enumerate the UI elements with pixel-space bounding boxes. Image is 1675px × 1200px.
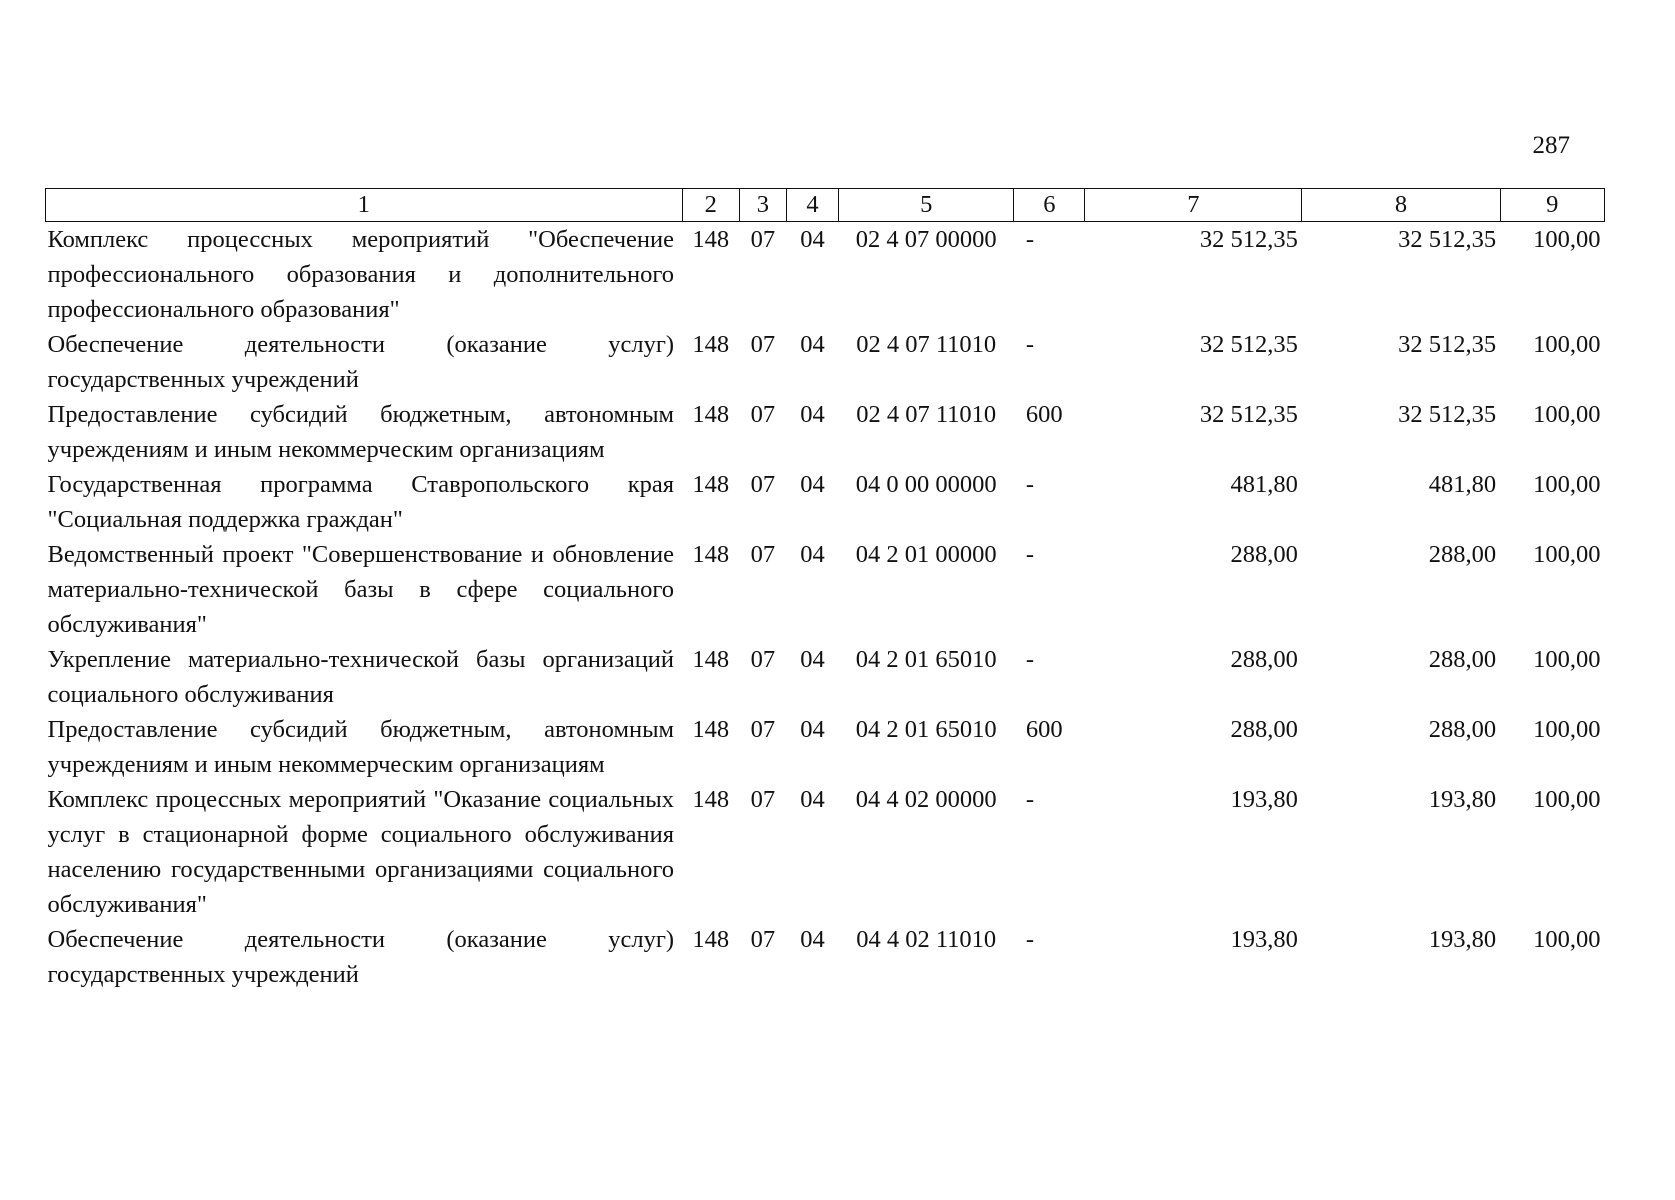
row-col-7: 481,80 xyxy=(1230,471,1298,498)
row-col-2: 148 xyxy=(692,646,730,673)
row-col-3: 07 xyxy=(750,646,776,673)
row-col-7: 193,80 xyxy=(1230,926,1298,953)
header-cell-1: 1 xyxy=(46,189,683,222)
row-col-6: - xyxy=(1025,786,1035,813)
row-col-4: 04 xyxy=(800,331,825,358)
row-col-9: 100,00 xyxy=(1533,541,1601,568)
row-col-6: - xyxy=(1025,471,1035,498)
row-col-9: 100,00 xyxy=(1533,646,1601,673)
table-row xyxy=(46,327,1605,397)
row-col-7: 288,00 xyxy=(1230,716,1298,743)
table-row xyxy=(46,712,1605,782)
row-name: Предоставление субсидий бюджетным, автономным учреждениям и иным некоммерческим организациям xyxy=(47,401,675,463)
row-name: Укрепление материально-технической базы организаций социального обслуживания xyxy=(47,646,675,708)
row-col-6: 600 xyxy=(1025,401,1063,428)
row-col-6: - xyxy=(1025,646,1035,673)
header-row xyxy=(46,189,1605,222)
row-col-6: 600 xyxy=(1025,716,1063,743)
row-col-8: 32 512,35 xyxy=(1398,226,1497,253)
row-col-2: 148 xyxy=(692,226,730,253)
row-name: Государственная программа Ставропольского края "Социальная поддержка граждан" xyxy=(47,471,675,533)
row-col-8: 481,80 xyxy=(1428,471,1497,498)
row-col-3: 07 xyxy=(750,226,776,253)
row-col-3: 07 xyxy=(750,926,776,953)
page-number: 287 xyxy=(1532,132,1570,159)
row-col-5: 02 4 07 11010 xyxy=(856,401,997,428)
row-col-7: 288,00 xyxy=(1230,541,1298,568)
row-col-6: - xyxy=(1025,226,1035,253)
row-col-8: 193,80 xyxy=(1428,786,1497,813)
row-col-4: 04 xyxy=(800,716,825,743)
row-col-7: 32 512,35 xyxy=(1199,331,1298,358)
row-name: Ведомственный проект "Совершенствование и обновление материально-технической базы в сфере социального обслуживания" xyxy=(47,541,675,638)
budget-table xyxy=(45,188,1605,992)
row-col-3: 07 xyxy=(750,786,776,813)
header-cell-6: 6 xyxy=(1014,189,1085,222)
row-col-7: 193,80 xyxy=(1230,786,1298,813)
row-col-9: 100,00 xyxy=(1533,331,1601,358)
row-col-4: 04 xyxy=(800,926,825,953)
row-col-5: 02 4 07 00000 xyxy=(855,226,997,253)
row-col-4: 04 xyxy=(800,786,825,813)
row-col-5: 04 4 02 11010 xyxy=(856,926,997,953)
row-col-4: 04 xyxy=(800,646,825,673)
header-cell-2: 2 xyxy=(682,189,739,222)
row-col-9: 100,00 xyxy=(1533,926,1601,953)
table-row xyxy=(46,397,1605,467)
row-col-2: 148 xyxy=(692,786,730,813)
header-cell-3: 3 xyxy=(739,189,786,222)
table-row xyxy=(46,922,1605,992)
row-col-5: 04 2 01 65010 xyxy=(855,646,997,673)
row-name: Предоставление субсидий бюджетным, автономным учреждениям и иным некоммерческим организациям xyxy=(47,716,675,778)
row-name: Обеспечение деятельности (оказание услуг) государственных учреждений xyxy=(47,926,675,988)
row-col-9: 100,00 xyxy=(1533,786,1601,813)
header-cell-9: 9 xyxy=(1500,189,1604,222)
row-col-2: 148 xyxy=(692,401,730,428)
row-col-4: 04 xyxy=(800,401,825,428)
header-cell-4: 4 xyxy=(786,189,838,222)
row-col-5: 04 4 02 00000 xyxy=(855,786,997,813)
row-col-4: 04 xyxy=(800,471,825,498)
row-name: Комплекс процессных мероприятий "Оказание социальных услуг в стационарной форме социального обслуживания населению государственными организациями социального обслуживания" xyxy=(47,786,675,918)
row-col-3: 07 xyxy=(750,401,776,428)
header-cell-8: 8 xyxy=(1302,189,1500,222)
row-name: Комплекс процессных мероприятий "Обеспечение профессионального образования и дополнительного профессионального образования" xyxy=(47,226,675,323)
header-cell-5: 5 xyxy=(839,189,1014,222)
row-col-2: 148 xyxy=(692,926,730,953)
row-col-3: 07 xyxy=(750,471,776,498)
row-col-8: 288,00 xyxy=(1428,716,1497,743)
row-col-7: 32 512,35 xyxy=(1199,226,1298,253)
row-col-8: 193,80 xyxy=(1428,926,1497,953)
row-col-8: 32 512,35 xyxy=(1398,331,1497,358)
row-col-6: - xyxy=(1025,541,1035,568)
row-col-2: 148 xyxy=(692,331,730,358)
row-name: Обеспечение деятельности (оказание услуг) государственных учреждений xyxy=(47,331,675,393)
row-col-4: 04 xyxy=(800,226,825,253)
row-col-5: 04 2 01 65010 xyxy=(855,716,997,743)
row-col-7: 288,00 xyxy=(1230,646,1298,673)
table-body xyxy=(46,222,1605,993)
row-col-8: 288,00 xyxy=(1428,541,1497,568)
row-col-9: 100,00 xyxy=(1533,471,1601,498)
row-col-3: 07 xyxy=(750,331,776,358)
row-col-3: 07 xyxy=(750,716,776,743)
header-cell-7: 7 xyxy=(1085,189,1302,222)
row-col-3: 07 xyxy=(750,541,776,568)
row-col-9: 100,00 xyxy=(1533,226,1601,253)
row-col-8: 288,00 xyxy=(1428,646,1497,673)
table-row xyxy=(46,222,1605,328)
row-col-6: - xyxy=(1025,926,1035,953)
row-col-2: 148 xyxy=(692,541,730,568)
row-col-8: 32 512,35 xyxy=(1398,401,1497,428)
row-col-5: 02 4 07 11010 xyxy=(856,331,997,358)
table-row xyxy=(46,467,1605,537)
row-col-5: 04 0 00 00000 xyxy=(855,471,997,498)
table-header xyxy=(46,189,1605,222)
row-col-7: 32 512,35 xyxy=(1199,401,1298,428)
row-col-5: 04 2 01 00000 xyxy=(855,541,997,568)
row-col-4: 04 xyxy=(800,541,825,568)
table-row xyxy=(46,782,1605,922)
row-col-6: - xyxy=(1025,331,1035,358)
table-row xyxy=(46,537,1605,642)
row-col-9: 100,00 xyxy=(1533,401,1601,428)
row-col-2: 148 xyxy=(692,471,730,498)
row-col-2: 148 xyxy=(692,716,730,743)
row-col-9: 100,00 xyxy=(1533,716,1601,743)
table-row xyxy=(46,642,1605,712)
